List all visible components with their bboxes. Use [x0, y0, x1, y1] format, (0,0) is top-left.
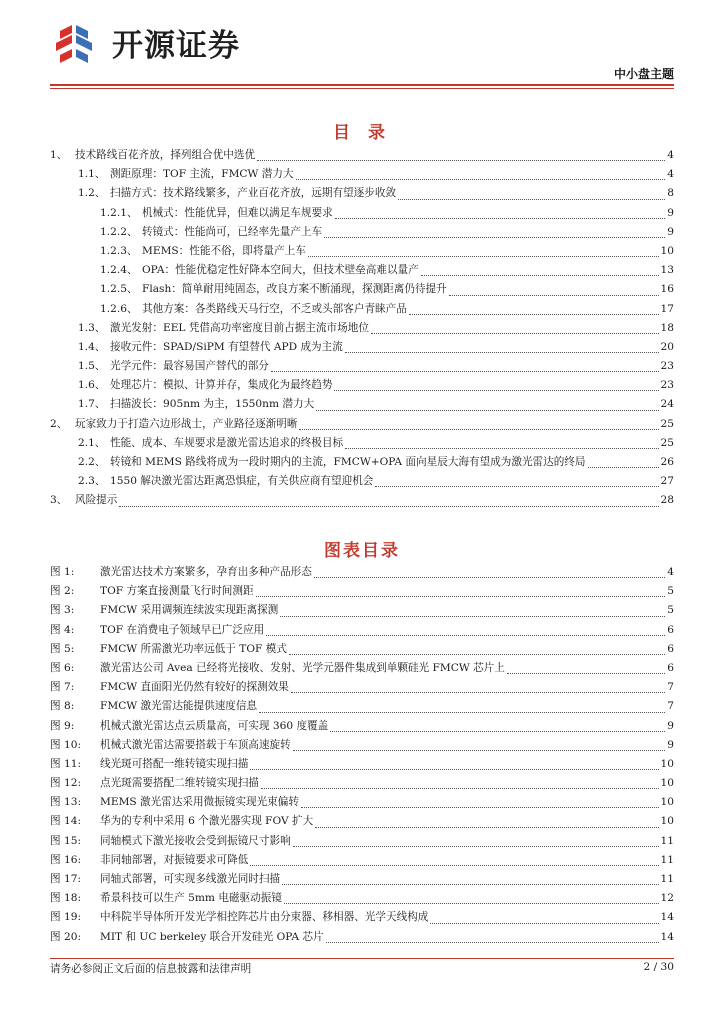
- entry-title: 希景科技可以生产 5mm 电磁驱动振镜: [100, 892, 282, 905]
- entry-title: 扫描波长：905nm 为主，1550nm 潜力大: [110, 398, 315, 411]
- dot-leader: [301, 807, 659, 808]
- kaiyuan-logo-icon: [52, 21, 108, 65]
- entry-number: 1.2.1、: [100, 206, 138, 219]
- figure-entry[interactable]: [50, 698, 674, 717]
- entry-number: 图 1:: [50, 566, 75, 578]
- entry-number: 图 3:: [50, 604, 75, 617]
- entry-title: MEMS 激光雷达采用微振镜实现光束偏转: [100, 796, 299, 809]
- entry-title: 性能、成本、车规要求是激光雷达追求的终极目标: [110, 436, 344, 449]
- figure-entry[interactable]: [50, 756, 674, 775]
- entry-page: 7: [667, 700, 674, 713]
- entry-title: Flash：简单耐用纯固态，改良方案不断涌现，探测距离仍待提升: [142, 283, 447, 296]
- page-header: [0, 0, 724, 90]
- figure-entry[interactable]: [50, 718, 674, 737]
- dot-leader: [261, 788, 659, 789]
- figure-entry[interactable]: [50, 602, 674, 621]
- entry-page: 28: [660, 494, 674, 507]
- figure-entry[interactable]: [50, 929, 674, 948]
- entry-number: 图 17:: [50, 873, 82, 885]
- entry-page: 23: [660, 379, 674, 392]
- entry-number: 图 7:: [50, 681, 75, 694]
- dot-leader: [296, 179, 666, 180]
- dot-leader: [293, 846, 659, 847]
- dot-leader: [266, 635, 665, 636]
- entry-page: 23: [660, 360, 674, 373]
- footer-divider: [50, 958, 674, 959]
- entry-title: MEMS：性能不俗，即将量产上车: [142, 244, 306, 257]
- entry-title: 其他方案：各类路线天马行空，不乏或头部客户青睐产品: [142, 302, 407, 315]
- dot-leader: [334, 390, 658, 391]
- entry-number: 图 19:: [50, 911, 82, 924]
- dot-leader: [588, 467, 659, 468]
- entry-title: 处理芯片：模拟、计算并存，集成化为最终趋势: [110, 379, 333, 392]
- figure-entry[interactable]: [50, 641, 674, 660]
- entry-title: 机械式激光雷达点云质量高，可实现 360 度覆盖: [100, 719, 329, 732]
- entry-title: 光学元件：最容易国产替代的部分: [110, 360, 269, 373]
- entry-title: 同轴式部署，可实现多线激光同时扫描: [100, 873, 281, 885]
- entry-page: 25: [660, 436, 674, 449]
- figure-entry[interactable]: [50, 775, 674, 794]
- dot-leader: [282, 884, 658, 885]
- figure-entry[interactable]: [50, 564, 674, 583]
- toc-entry[interactable]: [50, 205, 674, 224]
- entry-title: 线光斑可搭配一维转镜实现扫描: [100, 757, 249, 770]
- entry-title: 机械式激光雷达需要搭载于车顶高速旋转: [100, 738, 291, 751]
- entry-number: 图 6:: [50, 661, 75, 674]
- toc-entry[interactable]: [50, 301, 674, 320]
- entry-page: 13: [660, 264, 674, 277]
- entry-number: 1.2.2、: [100, 225, 138, 238]
- entry-page: 10: [660, 777, 674, 790]
- dot-leader: [421, 275, 659, 276]
- entry-number: 图 4:: [50, 623, 75, 636]
- toc-entry[interactable]: [50, 185, 674, 204]
- entry-page: 12: [660, 892, 674, 905]
- dot-leader: [409, 314, 659, 315]
- entry-number: 1.1、: [78, 168, 106, 181]
- entry-title: 激光发射：EEL 凭借高功率密度目前占据主流市场地位: [110, 321, 369, 334]
- entry-number: 图 5:: [50, 642, 75, 655]
- entry-number: 图 13:: [50, 796, 82, 809]
- entry-page: 4: [667, 149, 674, 161]
- dot-leader: [345, 448, 658, 449]
- entry-title: 机械式：性能优异，但难以满足车规要求: [142, 206, 333, 219]
- dot-leader: [315, 827, 658, 828]
- dot-leader: [371, 333, 659, 334]
- entry-page: 11: [660, 873, 674, 885]
- entry-number: 2.1、: [78, 436, 106, 449]
- entry-page: 20: [660, 340, 674, 353]
- entry-page: 4: [667, 566, 674, 578]
- dot-leader: [314, 577, 665, 578]
- header-divider: [50, 84, 674, 86]
- company-logo: [52, 20, 240, 65]
- entry-page: 8: [667, 187, 674, 200]
- entry-title: 非同轴部署，对振镜要求可降低: [100, 853, 249, 866]
- dot-leader: [119, 506, 658, 507]
- entry-number: 3、: [50, 494, 68, 507]
- entry-title: MIT 和 UC berkeley 联合开发硅光 OPA 芯片: [100, 930, 324, 943]
- entry-title: 中科院半导体所开发光学相控阵芯片由分束器、移相器、光学天线构成: [100, 911, 429, 924]
- dot-leader: [271, 371, 659, 372]
- entry-page: 14: [660, 930, 674, 943]
- toc-list: [50, 147, 674, 512]
- entry-number: 1.2.6、: [100, 302, 138, 315]
- page-indicator: 2 / 30: [643, 961, 674, 973]
- toc-entry[interactable]: [50, 435, 674, 454]
- entry-number: 图 8:: [50, 700, 75, 713]
- entry-page: 14: [660, 911, 674, 924]
- toc-entry[interactable]: [50, 358, 674, 377]
- toc-entry[interactable]: [50, 166, 674, 185]
- figure-entry[interactable]: [50, 622, 674, 641]
- dot-leader: [335, 218, 666, 219]
- figures-list: [50, 564, 674, 948]
- toc-entry[interactable]: [50, 224, 674, 243]
- dot-leader: [259, 712, 665, 713]
- dot-leader: [250, 865, 658, 866]
- entry-page: 5: [667, 604, 674, 617]
- figure-entry[interactable]: [50, 737, 674, 756]
- entry-number: 2.2、: [78, 456, 106, 468]
- entry-number: 图 2:: [50, 585, 75, 598]
- dot-leader: [398, 199, 665, 200]
- toc-title: 目 录: [333, 123, 391, 143]
- entry-title: FMCW 激光雷达能提供速度信息: [100, 700, 258, 713]
- entry-number: 2.3、: [78, 475, 106, 488]
- entry-number: 1.2、: [78, 187, 106, 200]
- entry-number: 图 12:: [50, 777, 82, 790]
- entry-title: 激光雷达公司 Avea 已经将光接收、发射、光学元器件集成到单颗硅光 FMCW 芯片上: [100, 661, 505, 674]
- entry-title: 1550 解决激光雷达距离恐惧症，有关供应商有望迎机会: [110, 475, 374, 488]
- dot-leader: [291, 692, 665, 693]
- entry-page: 18: [660, 321, 674, 334]
- entry-page: 17: [660, 302, 674, 315]
- entry-number: 图 10:: [50, 738, 82, 751]
- toc-entry[interactable]: [50, 147, 674, 166]
- dot-leader: [330, 731, 665, 732]
- dot-leader: [507, 673, 665, 674]
- toc-entry[interactable]: [50, 320, 674, 339]
- entry-page: 10: [660, 757, 674, 770]
- toc-entry[interactable]: [50, 243, 674, 262]
- figure-entry[interactable]: [50, 833, 674, 852]
- dot-leader: [324, 237, 665, 238]
- dot-leader: [257, 160, 665, 161]
- entry-page: 11: [660, 853, 674, 866]
- figure-entry[interactable]: [50, 660, 674, 679]
- entry-page: 7: [667, 681, 674, 694]
- entry-title: TOF 方案直接测量飞行时间测距: [100, 585, 254, 598]
- entry-page: 6: [667, 623, 674, 636]
- entry-number: 2、: [50, 417, 68, 430]
- entry-number: 图 14:: [50, 815, 82, 828]
- entry-page: 5: [667, 585, 674, 598]
- entry-page: 6: [667, 661, 674, 674]
- dot-leader: [250, 769, 658, 770]
- entry-number: 图 20:: [50, 930, 82, 943]
- entry-title: 扫描方式：技术路线繁多，产业百花齐放，远期有望逐步收敛: [110, 187, 397, 200]
- toc-entry[interactable]: [50, 416, 674, 435]
- dot-leader: [316, 410, 658, 411]
- entry-page: 24: [660, 398, 674, 411]
- entry-title: FMCW 直面阳光仍然有较好的探测效果: [100, 681, 289, 694]
- entry-page: 4: [667, 168, 674, 181]
- entry-page: 16: [660, 283, 674, 296]
- entry-title: 点光斑需要搭配二维转镜实现扫描: [100, 777, 259, 790]
- figure-entry[interactable]: [50, 871, 674, 890]
- entry-page: 10: [660, 796, 674, 809]
- entry-title: 风险提示: [75, 494, 118, 507]
- entry-page: 9: [667, 225, 674, 238]
- entry-title: TOF 在消费电子领域早已广泛应用: [100, 623, 265, 636]
- entry-page: 10: [660, 244, 674, 257]
- entry-title: 测距原理：TOF 主流，FMCW 潜力大: [110, 168, 294, 181]
- entry-page: 11: [660, 834, 674, 847]
- dot-leader: [449, 295, 659, 296]
- entry-title: 接收元件：SPAD/SiPM 有望替代 APD 成为主流: [110, 340, 343, 353]
- figures-title: 图表目录: [324, 541, 400, 561]
- dot-leader: [289, 654, 665, 655]
- entry-title: FMCW 所需激光功率远低于 TOF 模式: [100, 642, 287, 655]
- entry-number: 图 9:: [50, 719, 75, 732]
- logo-text: 开源证券: [112, 28, 240, 64]
- entry-page: 27: [660, 475, 674, 488]
- dot-leader: [284, 903, 659, 904]
- entry-number: 1.2.3、: [100, 244, 138, 257]
- toc-entry[interactable]: [50, 262, 674, 281]
- entry-title: 玩家致力于打造六边形战士，产业路径逐渐明晰: [75, 417, 298, 430]
- dot-leader: [345, 352, 659, 353]
- entry-number: 1.2.4、: [100, 264, 138, 277]
- report-category: 中小盘主题: [613, 67, 674, 81]
- entry-number: 1.4、: [78, 340, 106, 353]
- entry-page: 9: [667, 738, 674, 751]
- entry-page: 25: [660, 417, 674, 430]
- figure-entry[interactable]: [50, 794, 674, 813]
- entry-title: FMCW 采用调频连续波实现距离探测: [100, 604, 279, 617]
- entry-page: 6: [667, 642, 674, 655]
- entry-number: 1.5、: [78, 360, 106, 373]
- toc-entry[interactable]: [50, 454, 674, 473]
- figure-entry[interactable]: [50, 813, 674, 832]
- entry-number: 图 15:: [50, 834, 82, 847]
- entry-number: 1.3、: [78, 321, 106, 334]
- dot-leader: [299, 429, 658, 430]
- header-divider-thin: [50, 88, 674, 89]
- entry-number: 图 11:: [50, 757, 82, 770]
- toc-entry[interactable]: [50, 339, 674, 358]
- figure-entry[interactable]: [50, 679, 674, 698]
- entry-title: 同轴模式下激光接收会受到振镜尺寸影响: [100, 834, 291, 847]
- entry-number: 图 16:: [50, 853, 82, 866]
- entry-title: 华为的专利中采用 6 个激光器实现 FOV 扩大: [100, 815, 314, 828]
- entry-number: 1.2.5、: [100, 283, 138, 296]
- entry-title: 转镜式：性能尚可，已经率先量产上车: [142, 225, 323, 238]
- toc-entry[interactable]: [50, 396, 674, 415]
- entry-number: 1.6、: [78, 379, 106, 392]
- dot-leader: [280, 616, 665, 617]
- figure-entry[interactable]: [50, 909, 674, 928]
- entry-number: 1、: [50, 149, 68, 161]
- footer-disclaimer: 请务必参阅正文后面的信息披露和法律声明: [50, 963, 252, 975]
- toc-entry[interactable]: [50, 473, 674, 492]
- dot-leader: [256, 596, 666, 597]
- entry-page: 26: [660, 456, 674, 468]
- toc-entry[interactable]: [50, 281, 674, 300]
- dot-leader: [375, 486, 658, 487]
- toc-entry[interactable]: [50, 377, 674, 396]
- entry-title: OPA：性能优稳定性好降本空间大，但技术壁垒高难以量产: [142, 264, 419, 277]
- entry-number: 图 18:: [50, 892, 82, 905]
- entry-number: 1.7、: [78, 398, 106, 411]
- toc-entry[interactable]: [50, 492, 674, 511]
- entry-page: 9: [667, 206, 674, 219]
- figure-entry[interactable]: [50, 890, 674, 909]
- entry-title: 激光雷达技术方案繁多，孕育出多种产品形态: [100, 566, 312, 578]
- entry-page: 9: [667, 719, 674, 732]
- entry-title: 技术路线百花齐放，择列组合优中选优: [75, 149, 256, 161]
- dot-leader: [308, 256, 659, 257]
- entry-title: 转镜和 MEMS 路线将成为一段时期内的主流，FMCW+OPA 面向星辰大海有望成为激光雷达的终局: [110, 456, 586, 468]
- dot-leader: [326, 942, 659, 943]
- dot-leader: [293, 750, 666, 751]
- dot-leader: [430, 923, 658, 924]
- figure-entry[interactable]: [50, 583, 674, 602]
- entry-page: 10: [660, 815, 674, 828]
- figure-entry[interactable]: [50, 852, 674, 871]
